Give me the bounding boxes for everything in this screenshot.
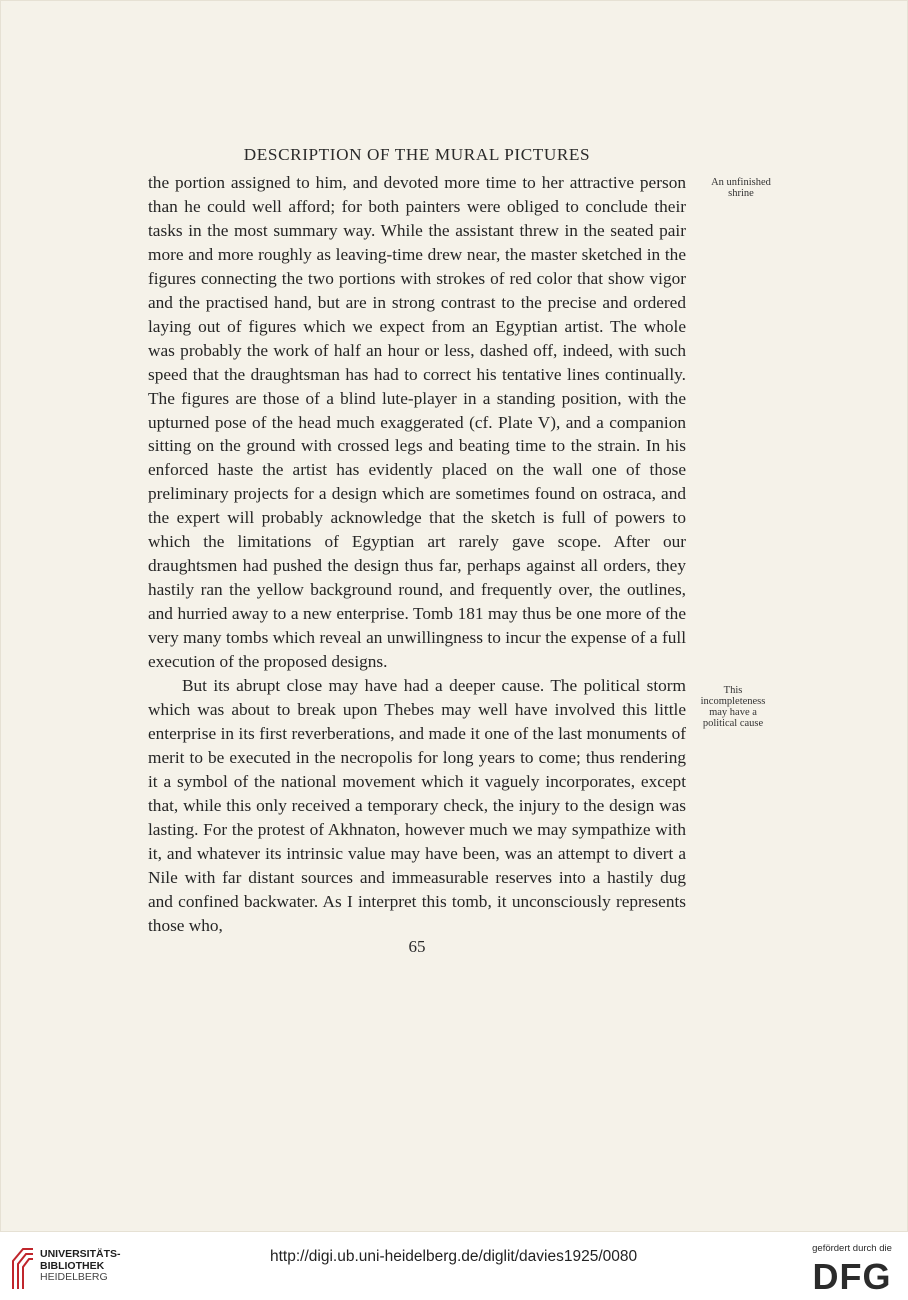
dfg-logo — [808, 1258, 896, 1292]
library-name-line-2: BIBLIOTHEK — [40, 1259, 105, 1272]
body-text — [148, 171, 686, 938]
digitization-footer — [0, 1232, 908, 1300]
paragraph-1: the portion assigned to him, and devoted more time to her attractive person than he could well afford; for both painters were obliged to conclude their tasks in the most summary way. While the assistant threw in the seated pair more and more roughly as leaving-time drew near, the master sketched in the figures connecting the two portions with strokes of red color that show vigor and the practised hand, but are in strong contrast to the precise and ordered laying out of figures which we expect from an Egyptian artist. The whole was probably the work of half an hour or less, dashed off, indeed, with such speed that the draughtsman has had to correct his tentative lines continually. The figures are those of a blind lute-player in a standing position, with the upturned pose of the head much exaggerated (cf. Plate V), and a companion sitting on the ground with crossed legs and beating time to the strain. In his enforced haste the artist has evidently placed on the wall one of those preliminary projects for a design which are sometimes found on ostraca, and the expert will probably acknowledge that the sketch is full of powers to which the limitations of Egyptian art rarely gave scope. After our draughtsmen had pushed the design thus far, perhaps against all orders, they hastily ran the yellow background round, and frequently over, the outlines, and hurried away to a new enterprise. Tomb 181 may thus be one more of the very many tombs which reveal an unwillingness to incur the expense of a full execution of the proposed designs. — [148, 173, 686, 672]
funded-by-label: gefördert durch die — [812, 1243, 892, 1254]
library-name-line-3: HEIDELBERG — [40, 1271, 108, 1283]
marginal-note-unfinished-shrine: An unfinished shrine — [711, 177, 771, 199]
library-logo-icon — [10, 1245, 34, 1291]
library-name-line-1: UNIVERSITÄTS- — [40, 1248, 121, 1260]
dfg-logo-text: DFG — [812, 1258, 892, 1292]
marginal-note-political-cause: This incompleteness may have a political cause — [700, 685, 766, 729]
running-header: DESCRIPTION OF THE MURAL PICTURES — [243, 145, 591, 164]
page-number: 65 — [408, 937, 426, 956]
paragraph-2: But its abrupt close may have had a deeper cause. The political storm which was about to break upon Thebes may well have involved this little enterprise in its first reverberations, and made it one of the last monuments of merit to be executed in the necropolis for long years to come; thus rendering it a symbol of the national movement which it vaguely incorporates, except that, while this only received a temporary check, the injury to the design was lasting. For the protest of Akhnaton, however much we may sympathize with it, and whatever its intrinsic value may have been, was an attempt to divert a Nile with far distant sources and immeasurable reserves into a hastily dug and confined backwater. As I interpret this tomb, it unconsciously represents those who, — [148, 676, 686, 935]
permalink-url[interactable]: http://digi.ub.uni-heidelberg.de/diglit/davies1925/0080 — [270, 1248, 638, 1265]
library-name — [40, 1249, 121, 1284]
